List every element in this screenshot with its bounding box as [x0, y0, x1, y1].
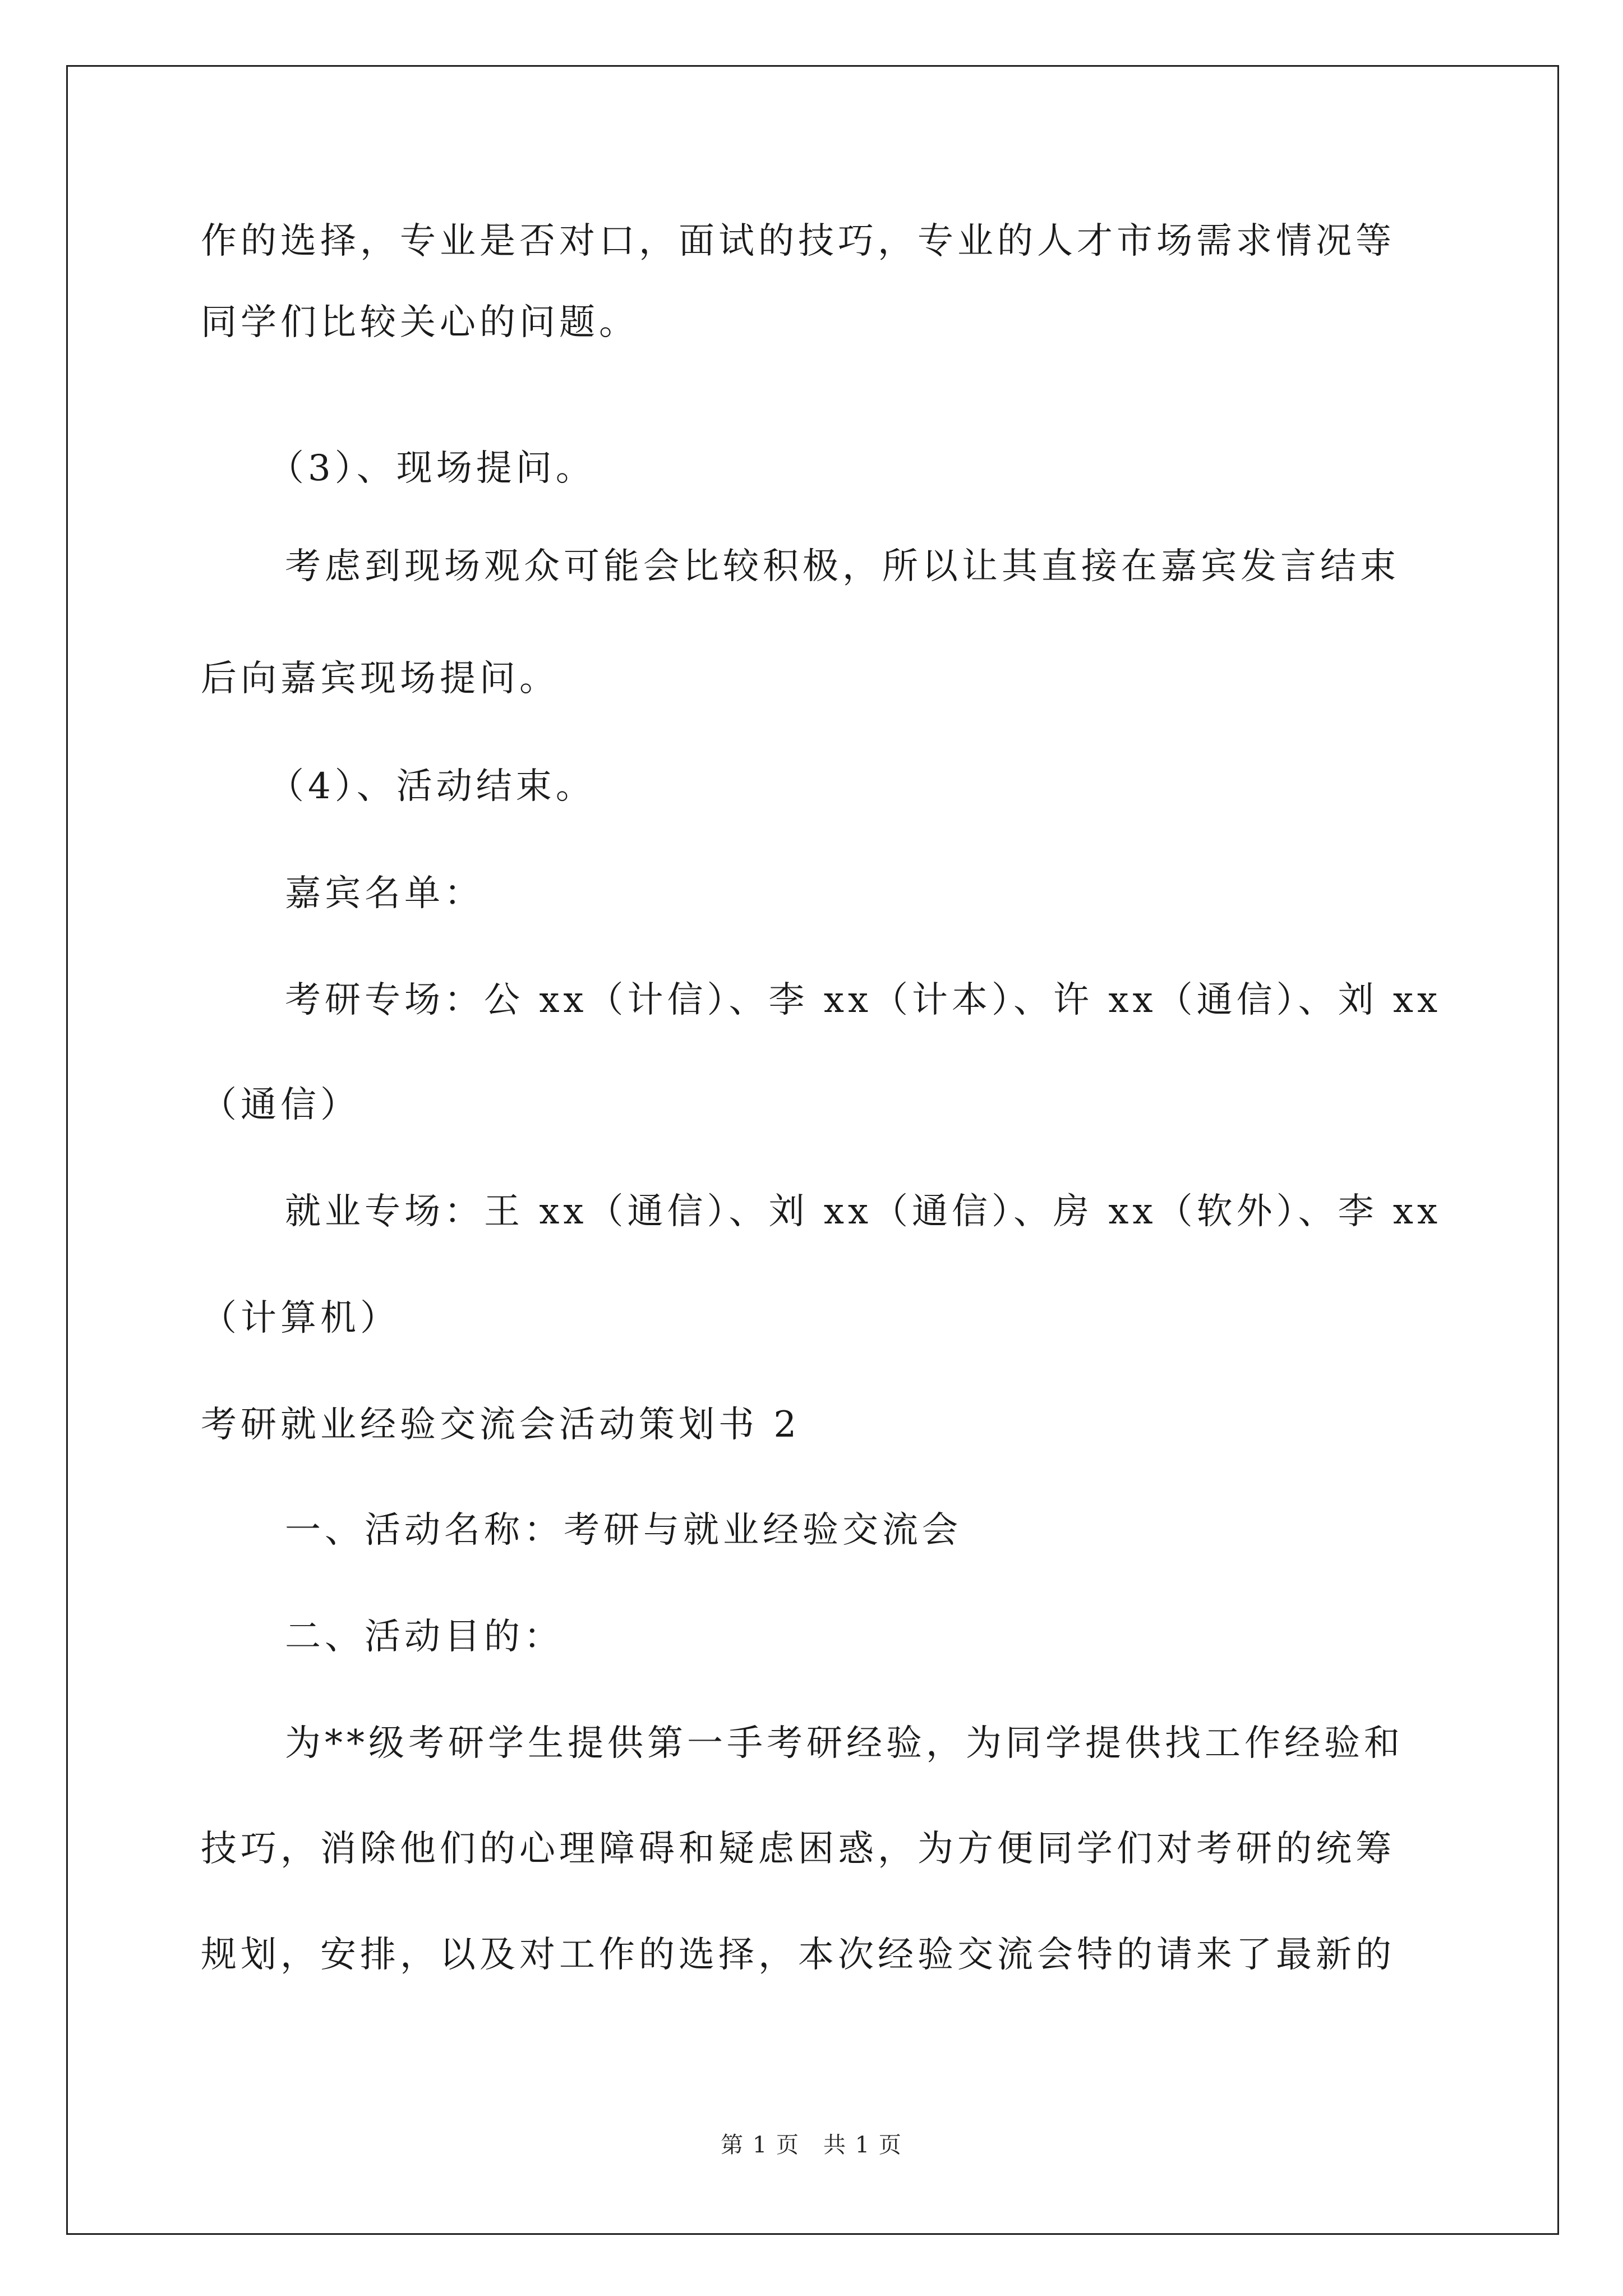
body-line: 规划，安排，以及对工作的选择，本次经验交流会特的请来了最新的	[201, 1934, 1395, 1976]
body-line: 一、活动名称：考研与就业经验交流会	[285, 1510, 962, 1551]
body-line: 同学们比较关心的问题。	[201, 302, 639, 343]
body-line: 就业专场：王 xx（通信）、刘 xx（通信）、房 xx（软外）、李 xx	[285, 1191, 1442, 1232]
body-line: 技巧，消除他们的心理障碍和疑虑困惑，为方便同学们对考研的统筹	[201, 1828, 1395, 1870]
body-line: （通信）	[201, 1084, 360, 1126]
body-line: 考虑到现场观众可能会比较积极，所以让其直接在嘉宾发言结束	[285, 546, 1400, 587]
section-heading: （3）、现场提问。	[268, 448, 596, 489]
body-line: 为**级考研学生提供第一手考研经验，为同学提供找工作经验和	[285, 1723, 1404, 1764]
body-line: 考研专场：公 xx（计信）、李 xx（计本）、许 xx（通信）、刘 xx	[285, 979, 1442, 1021]
body-line: 作的选择，专业是否对口，面试的技巧，专业的人才市场需求情况等	[201, 220, 1395, 262]
body-line: 二、活动目的：	[285, 1616, 564, 1658]
page-number: 第 1 页 共 1 页	[721, 2132, 902, 2158]
document-subtitle: 考研就业经验交流会活动策划书 2	[201, 1404, 801, 1446]
body-line: （计算机）	[201, 1297, 400, 1339]
body-line: 后向嘉宾现场提问。	[201, 658, 559, 700]
body-line: 嘉宾名单：	[285, 873, 484, 914]
page-border	[66, 65, 1559, 2235]
section-heading: （4）、活动结束。	[268, 766, 596, 807]
